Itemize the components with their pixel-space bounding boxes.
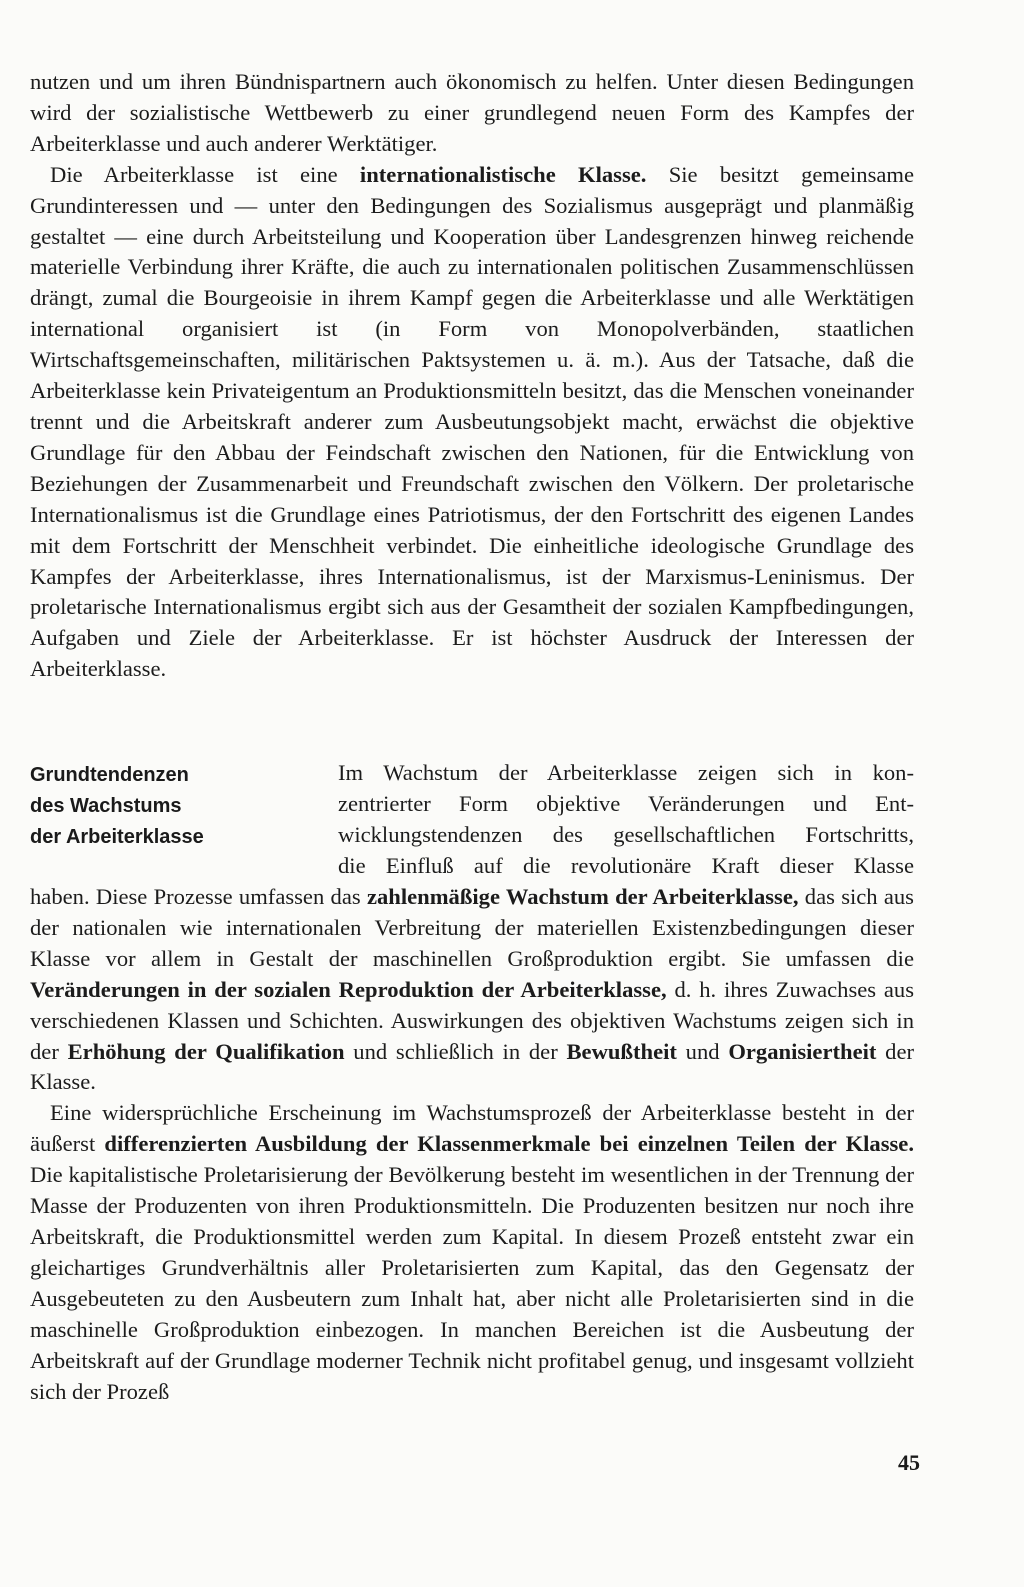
section-heading-line-2: des Wachstums	[30, 795, 182, 817]
section-heading-line-3: der Arbeiterklasse	[30, 826, 204, 848]
paragraph-3-part-4: und schließlich in der	[344, 1038, 567, 1064]
term-organisiertheit: Organisiertheit	[728, 1038, 877, 1064]
paragraph-3-start: haben. Diese Prozesse umfassen das	[30, 884, 367, 909]
section-intro-line-4: die Einfluß auf die revolutionäre Kraft dieser Klasse	[338, 852, 914, 878]
paragraph-4-start: Eine widersprüchliche Erscheinung im Wachstumsprozeß der Arbeiterklasse besteht in der äußerst	[30, 1100, 914, 1157]
section-heading-line-1: Grundtendenzen	[30, 764, 189, 786]
paragraph-2-start: Die Arbeiterklasse ist eine	[50, 161, 360, 187]
paragraph-3-end: der Klasse.	[30, 1038, 914, 1095]
paragraph-3-part-5: und	[676, 1038, 729, 1064]
paragraph-3-part-2: das sich aus der nationalen wie internationalen Verbreitung der materiellen Existenzbedingungen dieser Klasse vor allem in Gestalt der maschinellen Großproduktion ergibt. Sie umfassen die	[30, 884, 914, 971]
term-internationalistische-klasse: internationalistische Klasse.	[359, 161, 647, 187]
paragraph-4-rest: Die kapitalistische Proletarisierung der Bevölkerung besteht im wesentlichen in der Trennung der Masse der Produzenten von ihren Produktionsmitteln. Die Produzenten besitzen nur noch ihre Arbeitskraft, die Produktionsmittel werden zum Kapital. In diesem Prozeß entsteht zwar ein gleichartiges Grundverhältnis aller Proletarisierten zum Kapital, das den Gegensatz der Ausgebeuteten zu den Ausbeutern zum Inhalt hat, aber nicht alle Proletarisierten sind in die maschinelle Großproduktion einbezogen. In manchen Bereichen ist die Ausbeutung der Arbeitskraft auf der Grundlage moderner Technik nicht profitabel genug, und insgesamt vollzieht sich der Prozeß	[30, 1162, 914, 1404]
paragraph-3-part-3: d. h. ihres Zuwachses aus verschiedenen Klassen und Schichten. Auswirkungen des objektiven Wachstums zeigen sich in der	[30, 976, 914, 1064]
section-intro-lines	[338, 758, 914, 882]
term-erhoehung-qualifikation: Erhöhung der Qualifikation	[67, 1038, 345, 1064]
term-soziale-reproduktion: Veränderungen in der sozialen Reproduktion der Arbeiterklasse,	[30, 976, 667, 1002]
paragraph-1: nutzen und um ihren Bündnispartnern auch ökonomisch zu helfen. Unter diesen Bedingungen wird der sozialistische Wettbewerb zu einer grundlegend neuen Form des Kampfes der Arbeiterklasse und auch anderer Werktätiger.	[30, 69, 914, 156]
section-heading	[30, 760, 320, 853]
top-text-block	[30, 67, 914, 685]
paragraph-2	[30, 160, 914, 685]
section-intro-line-2: zentrierter Form objektive Veränderungen und Ent-	[338, 790, 914, 816]
paragraph-2-rest: Sie besitzt gemeinsame Grundinteressen und — unter den Bedingungen des Sozialismus ausgeprägt und planmäßig gestaltet — eine durch Arbeitsteilung und Kooperation über Landesgrenzen hinweg reichende materielle Verbindung ihrer Kräfte, die auch zu internationalen politischen Zusammenschlüssen drängt, zumal die Bourgeoisie in ihrem Kampf gegen die Arbeiterklasse und alle Werktätigen international organisiert ist (in Form von Monopolverbänden, staatlichen Wirtschaftsgemeinschaften, militärischen Paktsystemen u. ä. m.). Aus der Tatsache, daß die Arbeiterklasse kein Privateigentum an Produktionsmitteln besitzt, das die Menschen voneinander trennt und die Arbeitskraft anderer zum Ausbeutungsobjekt macht, erwächst die objektive Grundlage für den Abbau der Feindschaft zwischen den Nationen, für die Entwicklung von Beziehungen der Zusammenarbeit und Freundschaft zwischen den Völkern. Der proletarische Internationalismus ist die Grundlage eines Patriotismus, der den Fortschritt des eigenen Landes mit dem Fortschritt der Menschheit verbindet. Die einheitliche ideologische Grundlage des Kampfes der Arbeiterklasse, ihres Internationalismus, ist der Marxismus-Leninismus. Der proletarische Internationalismus ergibt sich aus der Gesamtheit der sozialen Kampfbedingungen, Aufgaben und Ziele der Arbeiterklasse. Er ist höchster Ausdruck der Interessen der Arbeiterklasse.	[30, 161, 915, 682]
term-zahlenmaessiges-wachstum: zahlenmäßige Wachstum der Arbeiterklasse,	[366, 884, 799, 909]
section-intro-line-1: Im Wachstum der Arbeiterklasse zeigen sich in kon-	[338, 760, 914, 785]
section-intro-line-3: wicklungstendenzen des gesellschaftlichen Fortschritts,	[338, 821, 914, 847]
paragraph-4	[30, 1098, 914, 1407]
bottom-text-block	[30, 882, 914, 1407]
paragraph-3	[30, 882, 914, 1098]
term-differenzierte-ausbildung: differenzierten Ausbildung der Klassenmerkmale bei einzelnen Teilen der Klasse.	[104, 1131, 914, 1157]
page-number: 45	[898, 1450, 920, 1475]
term-bewusstheit: Bewußtheit	[566, 1038, 677, 1064]
